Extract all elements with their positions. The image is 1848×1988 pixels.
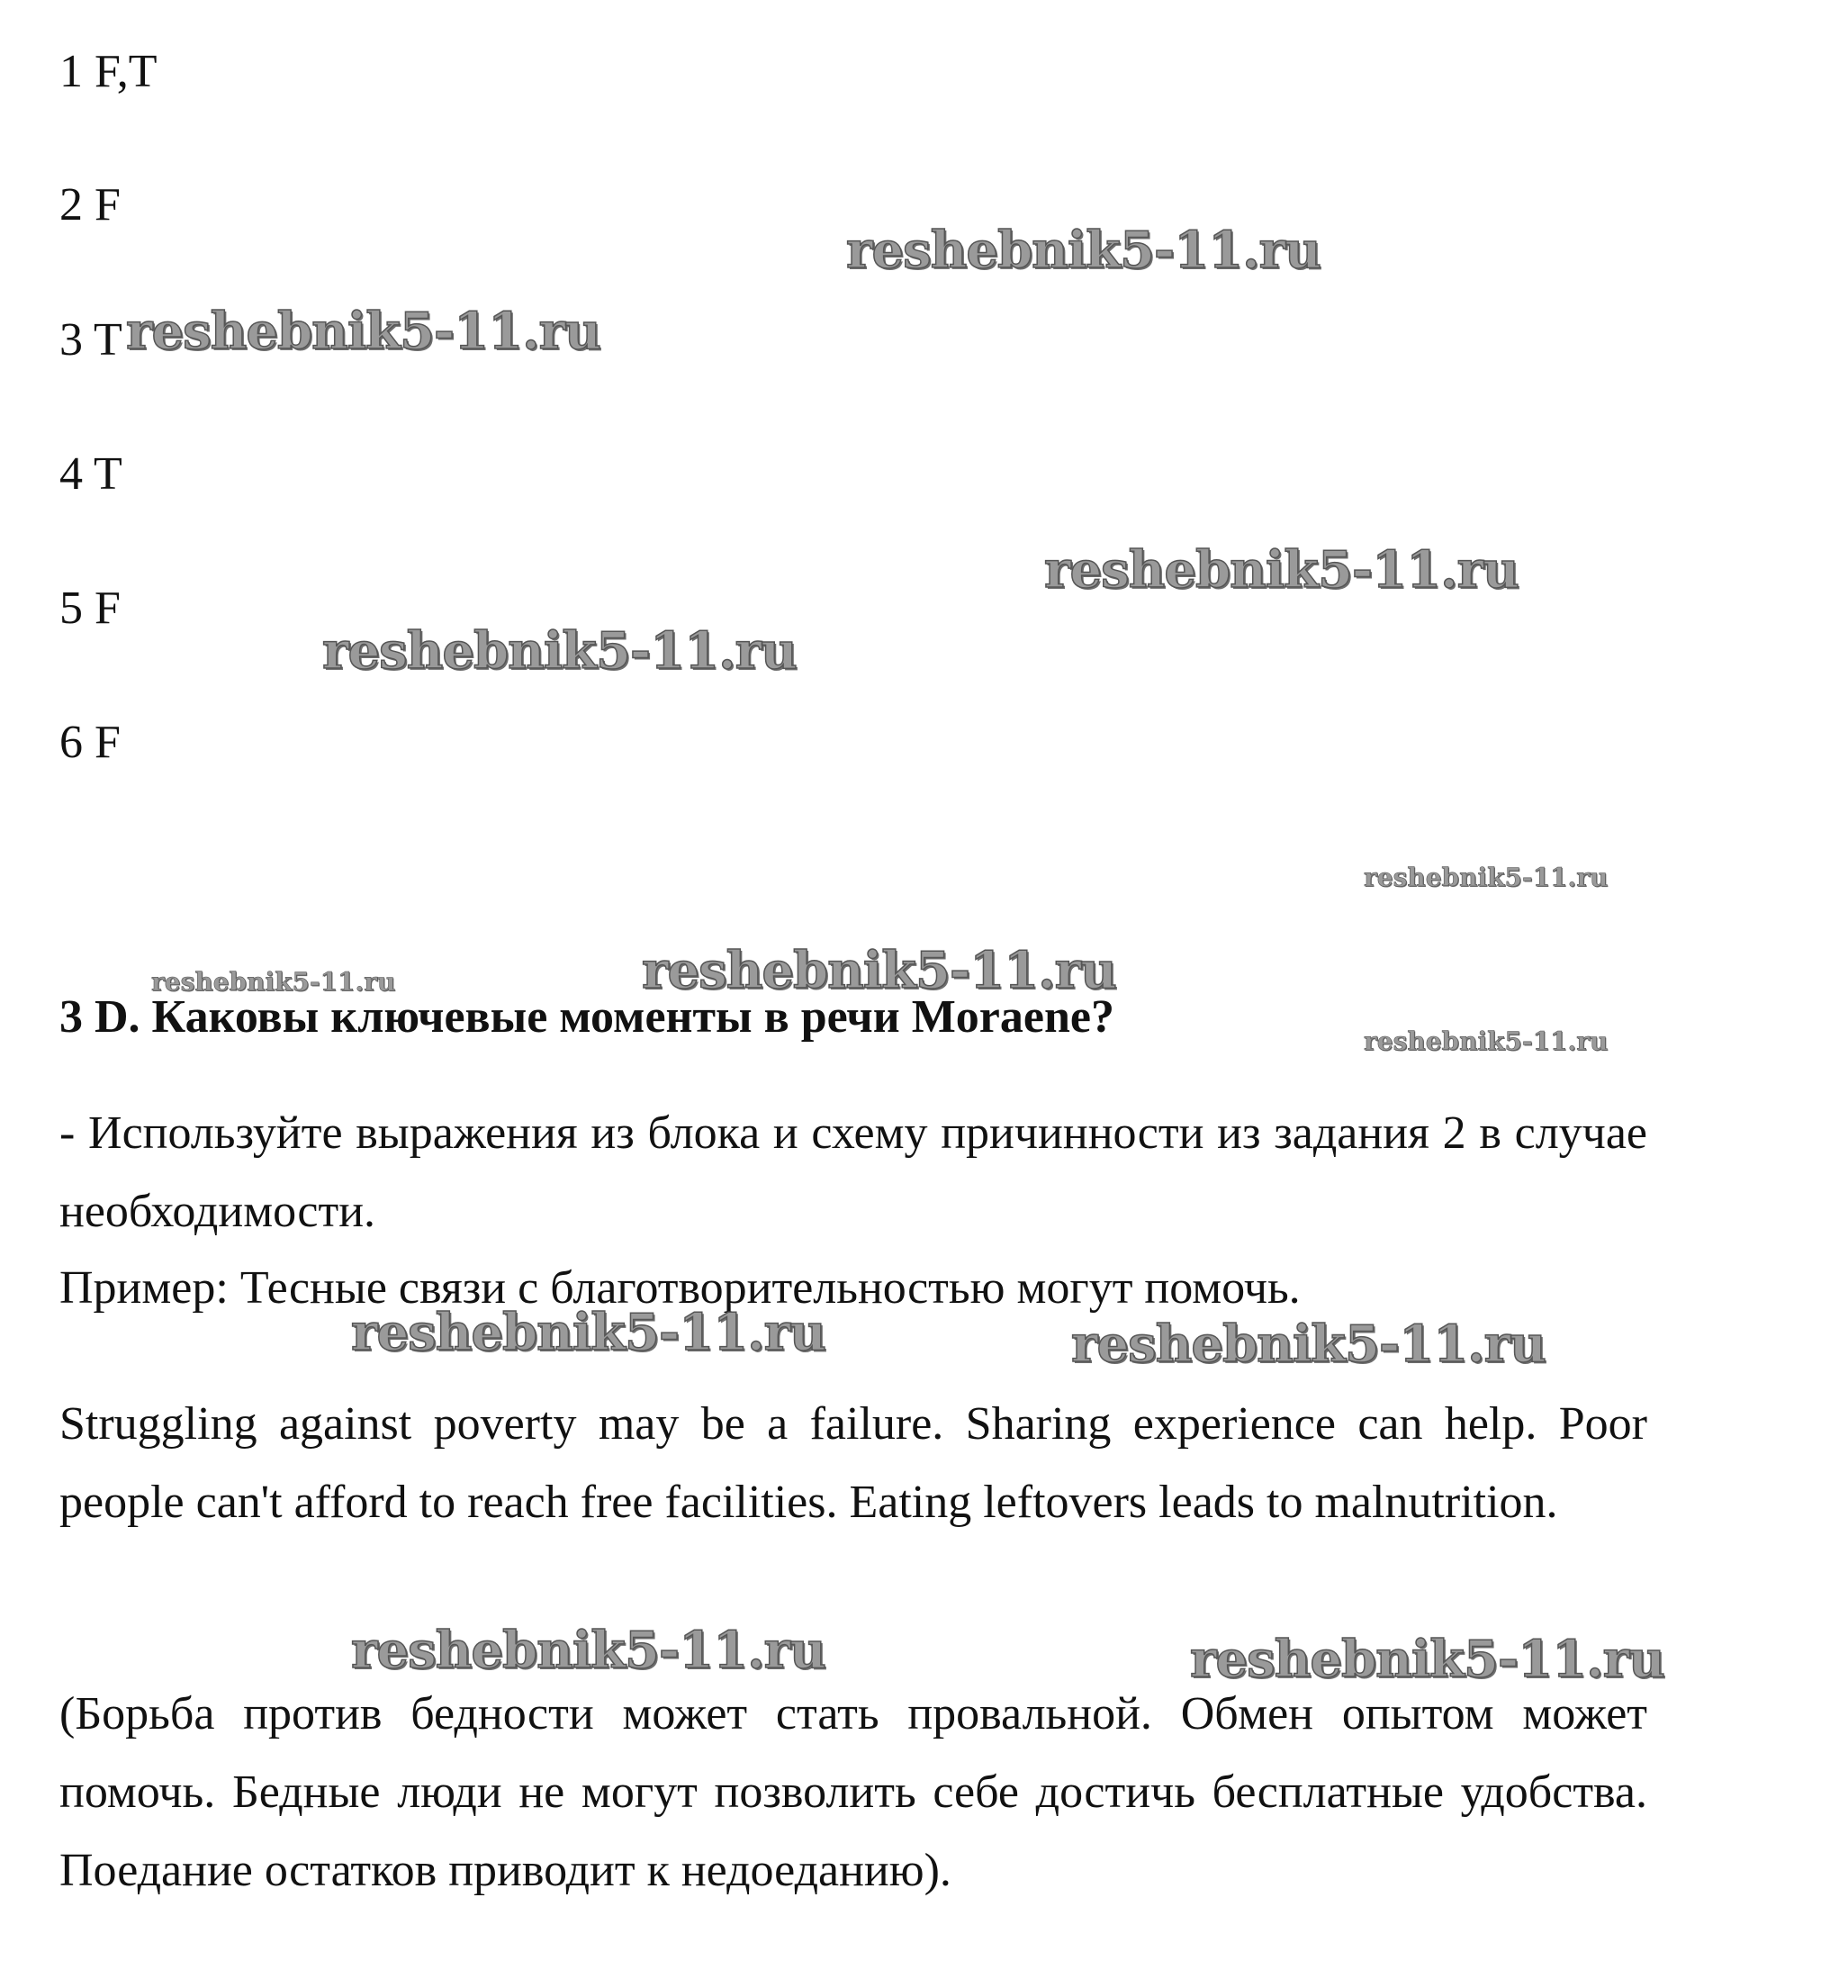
task-example: Пример: Тесные связи с благотворительностью могут помочь. [59,1262,1301,1314]
answer-line-1: 1 F,T [59,46,158,97]
watermark: reshebnik5-11.ru [1190,1630,1664,1689]
watermark: reshebnik5-11.ru [351,1303,825,1362]
watermark: reshebnik5-11.ru [1044,540,1519,600]
answer-line-4: 4 T [59,448,122,500]
watermark: reshebnik5-11.ru [846,221,1321,280]
watermark: reshebnik5-11.ru [1364,863,1609,892]
watermark: reshebnik5-11.ru [351,1621,825,1680]
watermark: reshebnik5-11.ru [1071,1315,1546,1374]
watermark: reshebnik5-11.ru [126,302,600,361]
task-instruction: - Используйте выражения из блока и схему причинности из задания 2 в случае необходимости. [59,1107,1647,1237]
watermark: reshebnik5-11.ru [642,941,1116,1000]
answer-line-2: 2 F [59,179,121,230]
task-heading: 3 D. Каковы ключевые моменты в речи Moraene? [59,991,1114,1043]
answer-line-3: 3 T [59,314,122,366]
watermark: reshebnik5-11.ru [322,621,797,681]
answer-english: Struggling against poverty may be a failure. Sharing experience can help. Poor people can't afford to reach free facilities. Eating leftovers leads to malnutrition. [59,1398,1647,1528]
watermark: reshebnik5-11.ru [1364,1026,1609,1056]
answer-line-5: 5 F [59,583,121,634]
answer-russian: (Борьба против бедности может стать провальной. Обмен опытом может помочь. Бедные люди не могут позволить себе достичь бесплатные удобства. Поедание остатков приводит к недоеданию). [59,1688,1647,1896]
watermark: reshebnik5-11.ru [151,967,396,997]
answer-line-6: 6 F [59,717,121,768]
